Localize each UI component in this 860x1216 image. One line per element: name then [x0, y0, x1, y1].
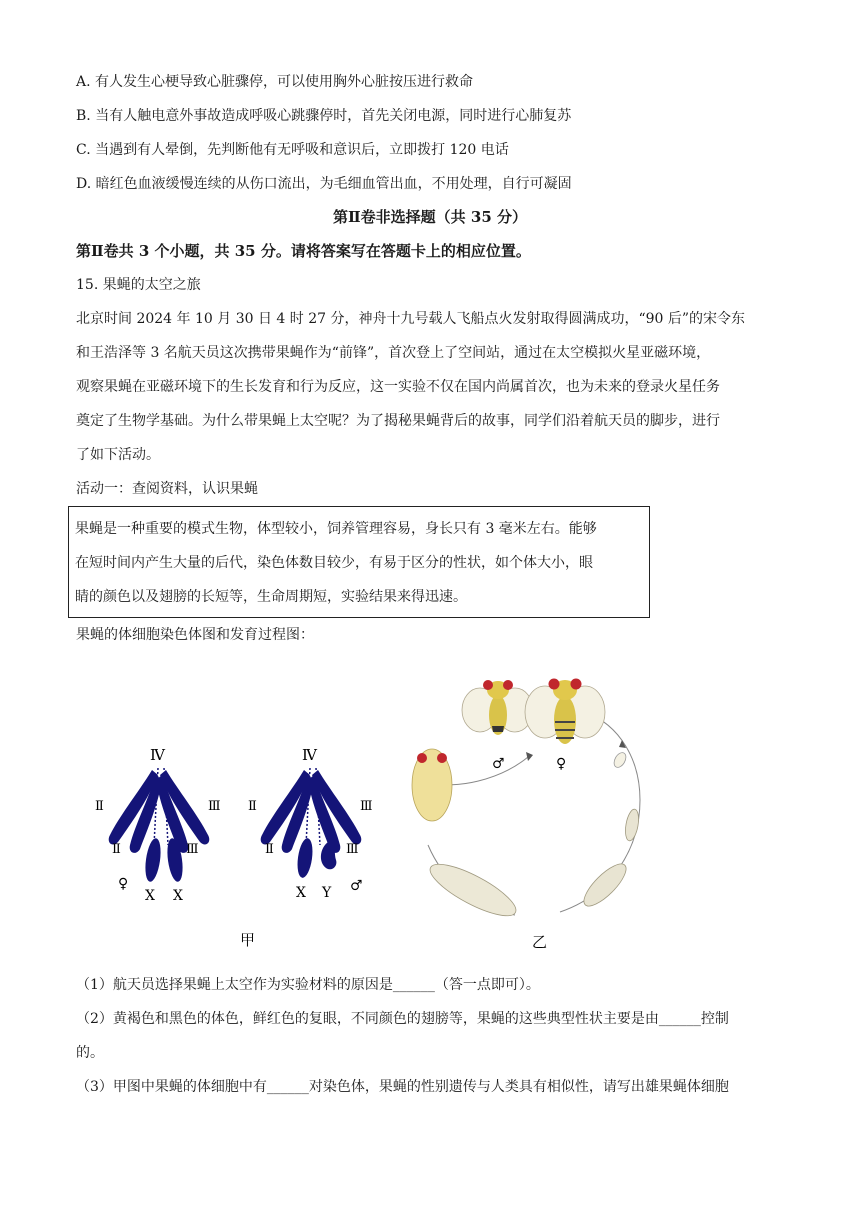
question-2-cont: 的。 — [76, 1045, 104, 1061]
adult-female-symbol: ♀ — [556, 756, 567, 772]
adult-male-symbol: ♂ — [492, 756, 505, 772]
label-jia: 甲 — [240, 931, 256, 949]
larva-small-icon — [623, 808, 640, 842]
option-a — [76, 72, 473, 92]
section-instruction: 第Ⅱ卷共 3 个小题，共 35 分。请将答案写在答题卡上的相应位置。 — [76, 242, 531, 260]
label-iv: Ⅳ — [302, 746, 317, 764]
label-iii: Ⅲ — [208, 799, 221, 814]
option-letter: C. — [76, 142, 91, 158]
adult-female-fly-icon — [525, 679, 605, 745]
option-letter: B. — [76, 108, 91, 124]
male-symbol: ♂ — [350, 878, 363, 894]
label-x: X — [173, 888, 183, 904]
activity-label: 活动一：查阅资料，认识果蝇 — [76, 481, 258, 497]
pupa-icon — [412, 749, 452, 821]
label-x: X — [145, 888, 155, 904]
label-ii: Ⅱ — [112, 842, 121, 857]
figure-caption: 果蝇的体细胞染色体图和发育过程图： — [76, 627, 314, 643]
female-karyotype — [95, 746, 221, 904]
fruit-fly-figure — [0, 650, 860, 960]
label-ii: Ⅱ — [265, 842, 274, 857]
chromosome-x — [143, 837, 163, 883]
question-3: （3）甲图中果蝇的体细胞中有______对染色体，果蝇的性别遗传与人类具有相似性，请写出雄果蝇体细胞 — [76, 1079, 729, 1095]
label-iii: Ⅲ — [360, 799, 373, 814]
intro-line: 了如下活动。 — [76, 447, 160, 463]
label-iii: Ⅲ — [346, 842, 359, 857]
label-y: Y — [322, 885, 332, 901]
option-text: 当有人触电意外事故造成呼吸心跳骤停时，首先关闭电源，同时进行心肺复苏 — [95, 108, 572, 124]
question-1: （1）航天员选择果蝇上太空作为实验材料的原因是______（答一点即可）。 — [76, 977, 540, 993]
label-ii: Ⅱ — [248, 799, 257, 814]
label-ii: Ⅱ — [95, 799, 104, 814]
option-text: 当遇到有人晕倒，先判断他有无呼吸和意识后，立即拨打 120 电话 — [95, 142, 509, 158]
label-iii: Ⅲ — [186, 842, 199, 857]
option-text: 暗红色血液缓慢连续的从伤口流出，为毛细血管出血，不用处理，自行可凝固 — [95, 176, 572, 192]
option-b — [76, 106, 571, 126]
option-letter: A. — [76, 74, 91, 90]
intro-line: 观察果蝇在亚磁环境下的生长发育和行为反应，这一实验不仅在国内尚属首次，也为未来的登录火星任务 — [76, 379, 720, 395]
chromosome-x — [295, 837, 314, 879]
life-cycle — [412, 679, 641, 925]
arrow-head-icon — [526, 752, 533, 761]
intro-line: 奠定了生物学基础。为什么带果蝇上太空呢？为了揭秘果蝇背后的故事，同学们沿着航天员的脚步，进行 — [76, 413, 720, 429]
intro-line: 和王浩泽等 3 名航天员这次携带果蝇作为“前锋”，首次登上了空间站，通过在太空模拟火星亚磁环境， — [76, 345, 711, 361]
option-d — [76, 174, 572, 194]
option-letter: D. — [76, 176, 92, 192]
option-text: 有人发生心梗导致心脏骤停，可以使用胸外心脏按压进行救命 — [95, 74, 474, 90]
intro-line: 北京时间 2024 年 10 月 30 日 4 时 27 分，神舟十九号载人飞船点火发射取得圆满成功，“90 后”的宋令东 — [76, 311, 746, 327]
adult-male-fly-icon — [462, 680, 533, 735]
larva-medium-icon — [578, 858, 632, 912]
section-title: 第Ⅱ卷非选择题（共 35 分） — [333, 208, 527, 226]
box-line: 在短时间内产生大量的后代，染色体数目较少，有易于区分的性状，如个体大小，眼 — [75, 555, 593, 571]
question-title: 15. 果蝇的太空之旅 — [76, 277, 201, 293]
egg-icon — [612, 751, 629, 770]
box-line: 果蝇是一种重要的模式生物，体型较小，饲养管理容易，身长只有 3 毫米左右。能够 — [75, 521, 597, 537]
label-iv: Ⅳ — [150, 746, 165, 764]
label-x: X — [296, 885, 306, 901]
info-box — [68, 506, 650, 618]
box-line: 睛的颜色以及翅膀的长短等，生命周期短，实验结果来得迅速。 — [75, 589, 467, 605]
female-symbol: ♀ — [118, 876, 129, 892]
question-2: （2）黄褐色和黑色的体色，鲜红色的复眼，不同颜色的翅膀等，果蝇的这些典型性状主要是由______控制 — [76, 1011, 729, 1027]
label-yi: 乙 — [532, 933, 548, 951]
male-karyotype — [248, 746, 373, 901]
option-c — [76, 140, 509, 160]
larva-large-icon — [424, 855, 522, 925]
